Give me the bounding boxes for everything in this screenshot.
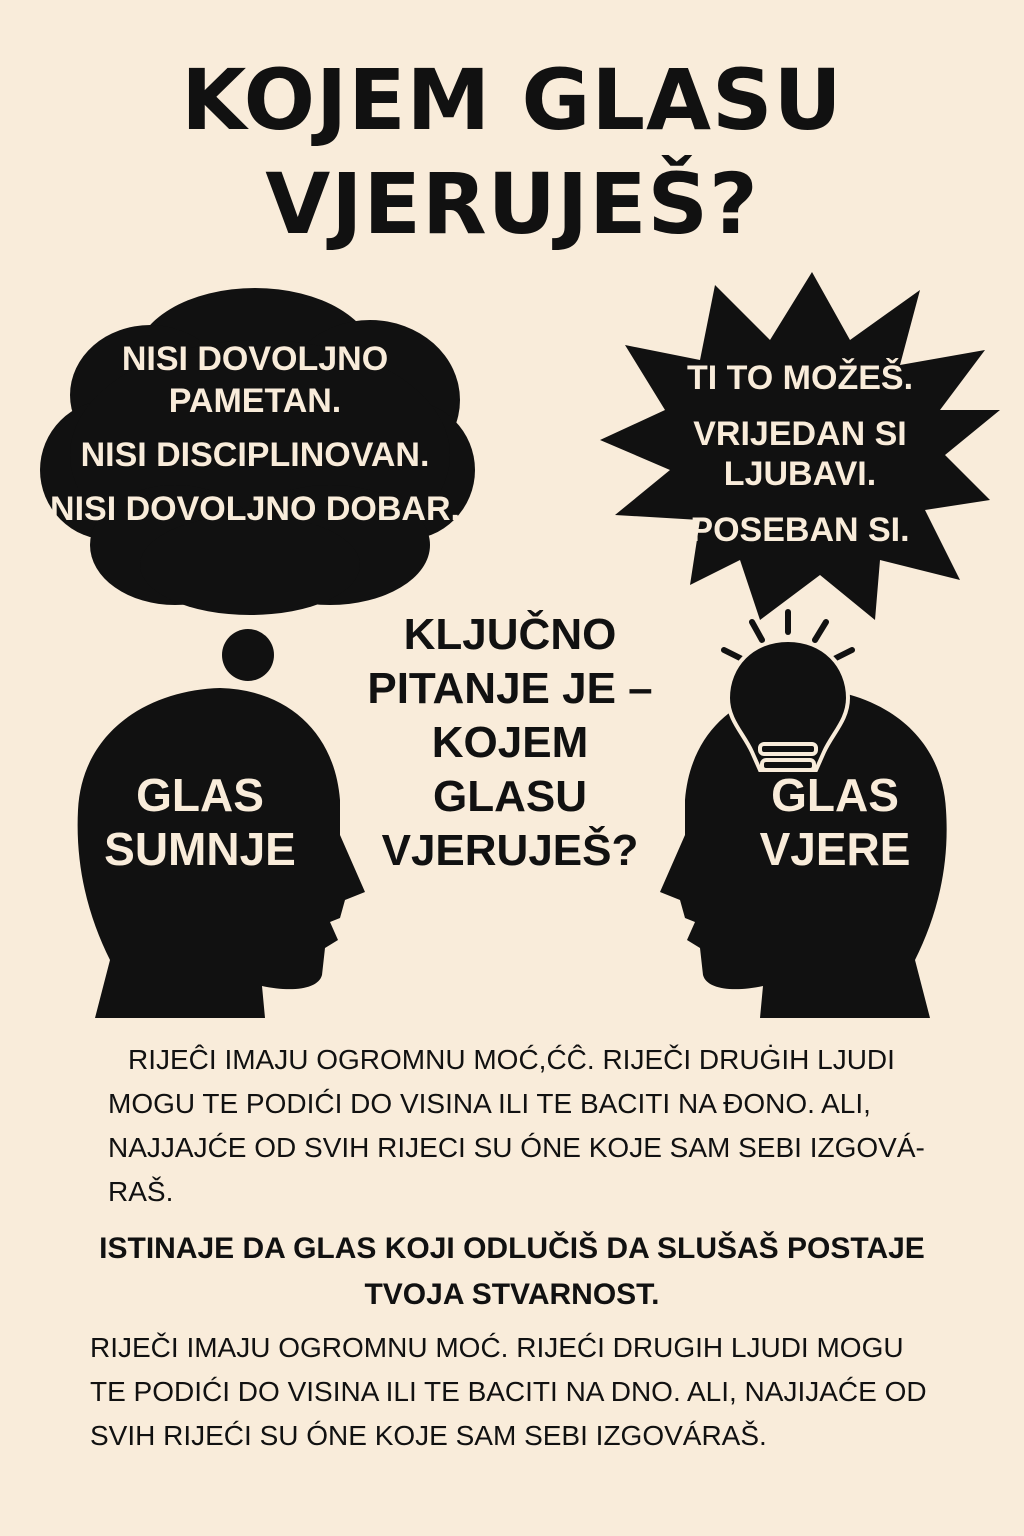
faith-label-line-2: VJERE [759, 823, 911, 875]
doubt-line-3: NISI DOVOLJNO DOBAR. [50, 490, 460, 528]
doubt-label-line-2: SUMNJE [104, 823, 296, 875]
doubt-line-1: NISI DOVOLJNO PAMETAN. [121, 340, 389, 420]
truth-statement: ISTINAJE DA GLAS KOJI ODLUČIŠ DA SLUŠAŠ POSTAJE TVOJA STVARNOST. [99, 1232, 925, 1311]
title-line-2: VJERUJEŠ? [265, 155, 759, 253]
paragraph-1: RIJEĈI IMAJU OGROMNU MOĆ,ĆĈ. RIJEČI DRUĠIH LJUDI MOGU TE PODIĆI DO VISINA ILI TE BACITI NA ĐONO. ALI, NAJJAJĆE OD SVIH RIJECI SU ÓNE KOJE SAM SEBI IZGOVÁ-RAŠ. [108, 1044, 925, 1207]
faith-line-1: TI TO MOŽEŠ. [686, 359, 914, 397]
thought-dot [222, 629, 274, 681]
faith-head-label [740, 768, 930, 876]
doubt-head-label [95, 768, 305, 876]
faith-line-3: POSEBAN SI. [690, 511, 910, 549]
faith-line-2: VRIJEDAN SI LJUBAVI. [693, 415, 907, 493]
paragraph-2: RIJEČI IMAJU OGROMNU MOĆ. RIJEĆI DRUGIH LJUDI MOGU TE PODIĆI DO VISINA ILI TE BACITI NA DNO. ALI, NAJIJAĆE OD SVIH RIJEĆI SU ÓNE KOJE SAM SEBI IZGOVÁRAŠ. [90, 1332, 927, 1451]
center-question: KLJUČNO PITANJE JE – KOJEM GLASU VJERUJEŠ? [367, 610, 653, 875]
faith-label-line-1: GLAS [771, 769, 899, 821]
title-line-1: KOJEM GLASU [181, 51, 843, 149]
doubt-bubble-text [50, 338, 460, 542]
doubt-label-line-1: GLAS [136, 769, 264, 821]
faith-burst-text [650, 358, 950, 566]
doubt-line-2: NISI DISCIPLINOVAN. [80, 436, 430, 474]
